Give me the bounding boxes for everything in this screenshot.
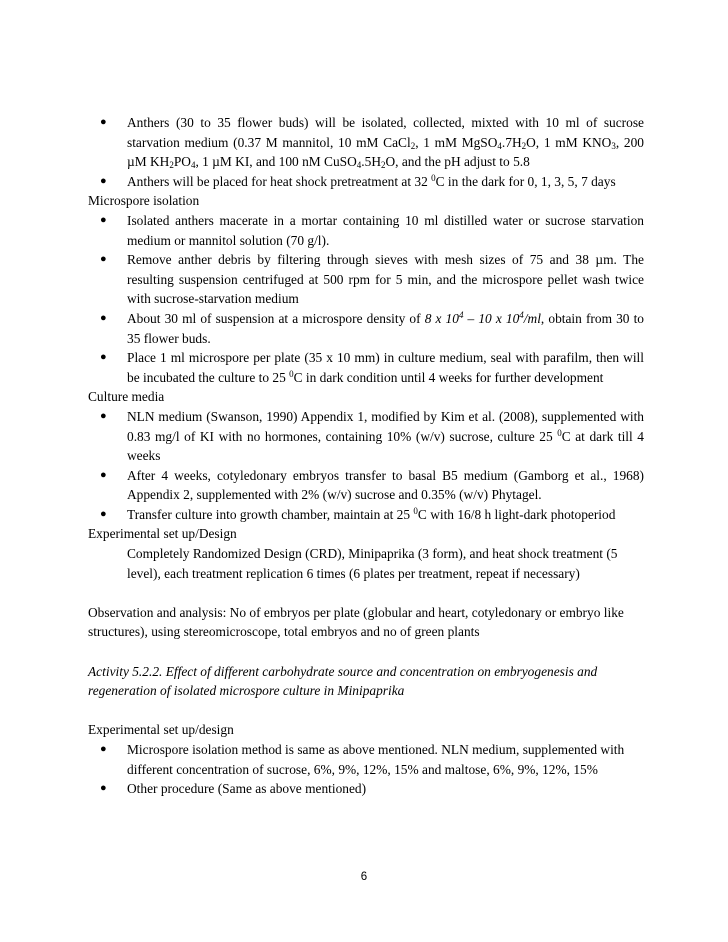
subscript: 2 [169, 160, 174, 171]
text-run: Transfer culture into growth chamber, maintain at 25 [127, 506, 414, 522]
text-run: , 200 µM KH [127, 134, 644, 170]
section-heading-culture: Culture media [88, 389, 165, 405]
subscript: 2 [381, 160, 386, 171]
text-run: Place 1 ml microspore per plate (35 x 10 mm) in culture medium, seal with parafilm, then will be incubated the culture to 25 [127, 350, 644, 385]
text-run: O, and the pH adjust to 5.8 [385, 154, 530, 170]
text-run: Anthers will be placed for heat shock pretreatment at 32 [127, 173, 432, 189]
text-run: After 4 weeks, cotyledonary embryos transfer to basal B5 medium (Gamborg et al., 1968) Appendix 2, supplemented with 2% (w/v) sucrose and 0.35% (w/v) Phytagel. [127, 467, 644, 503]
text-run: C with 16/8 h light-dark photoperiod [417, 506, 616, 522]
superscript: 0 [289, 368, 294, 379]
text-run: Microspore isolation method is same as above mentioned. NLN medium, supplemented with different concentration of sucrose, 6%, 9%, 12%, 15% and maltose, 6%, 9%, 12%, 15% [127, 742, 625, 777]
text-run: NLN medium (Swanson, 1990) Appendix 1, modified by Kim et al. (2008), supplemented with 0.83 mg/l of KI with no hormones, containing 10% (w/v) sucrose, culture 25 [127, 408, 644, 444]
list-item [100, 309, 645, 348]
section-heading-microspore: Microspore isolation [88, 193, 200, 209]
subscript: 2 [410, 140, 416, 151]
bullet-icon: ● [100, 351, 107, 364]
page-number: 6 [360, 871, 368, 883]
list-item [100, 407, 644, 466]
text-run: Other procedure (Same as above mentioned) [127, 781, 367, 797]
text-run: PO [173, 154, 191, 170]
text-run: , 1 mM MgSO [415, 134, 498, 150]
spacer [88, 701, 644, 721]
list-item [100, 250, 644, 309]
text-run: Isolated anthers macerate in a mortar containing 10 ml distilled water or sucrose starvation medium or mannitol solution (70 g/l). [127, 212, 644, 248]
text-run: About 30 ml of suspension at a microspore density of [127, 310, 425, 326]
subscript: 4 [190, 160, 196, 171]
superscript: 0 [431, 172, 436, 183]
culture-list [88, 407, 644, 525]
superscript: 0 [413, 505, 418, 516]
superscript: 4 [519, 309, 524, 320]
bullet-icon: ● [100, 116, 107, 128]
text-run: , 1 µM KI, and 100 nM CuSO [195, 154, 357, 170]
text-run: Remove anther debris by filtering through sieves with mesh sizes of 75 and 38 µm. The resulting suspension centrifuged at 500 rpm for 5 min, and the microspore pellet wash twice with sucrose-starvation medium [127, 252, 644, 307]
bullet-icon: ● [100, 782, 107, 795]
text-run: O, 1 mM KNO [526, 134, 612, 150]
microspore-list [88, 211, 644, 387]
observation-paragraph: Observation and analysis: No of embryos per plate (globular and heart, cotyledonary or embryo like structures), using stereomicroscope, total embryos and no of green plants [88, 604, 624, 640]
subscript: 3 [611, 140, 616, 151]
spacer [88, 642, 644, 662]
text-run: .5H [361, 154, 381, 170]
list-item [100, 466, 644, 505]
bullet-icon: ● [100, 174, 107, 187]
page-content [88, 113, 644, 799]
activity-heading: Activity 5.2.2. Effect of different carbohydrate source and concentration on embryogenesis and regeneration of isolated microspore culture in Minipaprika [88, 663, 598, 699]
list-item [100, 211, 644, 250]
italic-run: /ml [523, 310, 541, 326]
section-heading-design-2: Experimental set up/design [88, 722, 234, 738]
list-item [100, 740, 644, 779]
bullet-icon: ● [100, 507, 107, 520]
spacer [88, 583, 644, 603]
text-run: , obtain from 30 to 35 flower buds. [127, 310, 645, 346]
list-item [100, 348, 644, 387]
bullet-icon: ● [100, 311, 107, 324]
bullet-icon: ● [100, 253, 107, 266]
section-heading-design: Experimental set up/Design [88, 526, 237, 542]
italic-run: 8 x 10 [424, 310, 459, 326]
design-text: Completely Randomized Design (CRD), Minipaprika (3 form), and heat shock treatment (5 level), each treatment replication 6 times (6 plates per treatment, repeat if necessary) [127, 546, 618, 581]
pretreatment-list [88, 113, 644, 191]
list-item [100, 505, 644, 525]
superscript: 4 [458, 309, 464, 320]
bullet-icon: ● [100, 213, 107, 226]
italic-run: – 10 x 10 [463, 310, 520, 326]
superscript: 0 [557, 427, 562, 438]
text-run: Anthers (30 to 35 flower buds) will be isolated, collected, mixted with 10 ml of sucrose starvation medium (0.37 M mannitol, 10 mM CaCl [127, 115, 644, 150]
text-run: .7H [501, 134, 522, 150]
text-run: C in the dark for 0, 1, 3, 5, 7 days [435, 173, 616, 189]
list-item [100, 779, 644, 799]
design-list [88, 740, 644, 799]
text-run: C at dark till 4 weeks [127, 428, 644, 464]
bullet-icon: ● [100, 468, 107, 481]
subscript: 4 [356, 160, 362, 171]
subscript: 4 [497, 140, 502, 151]
list-item [100, 172, 644, 192]
bullet-icon: ● [100, 743, 107, 755]
text-run: C in dark condition until 4 weeks for further development [293, 369, 604, 385]
list-item [100, 113, 644, 172]
bullet-icon: ● [100, 409, 107, 422]
subscript: 2 [521, 140, 527, 151]
